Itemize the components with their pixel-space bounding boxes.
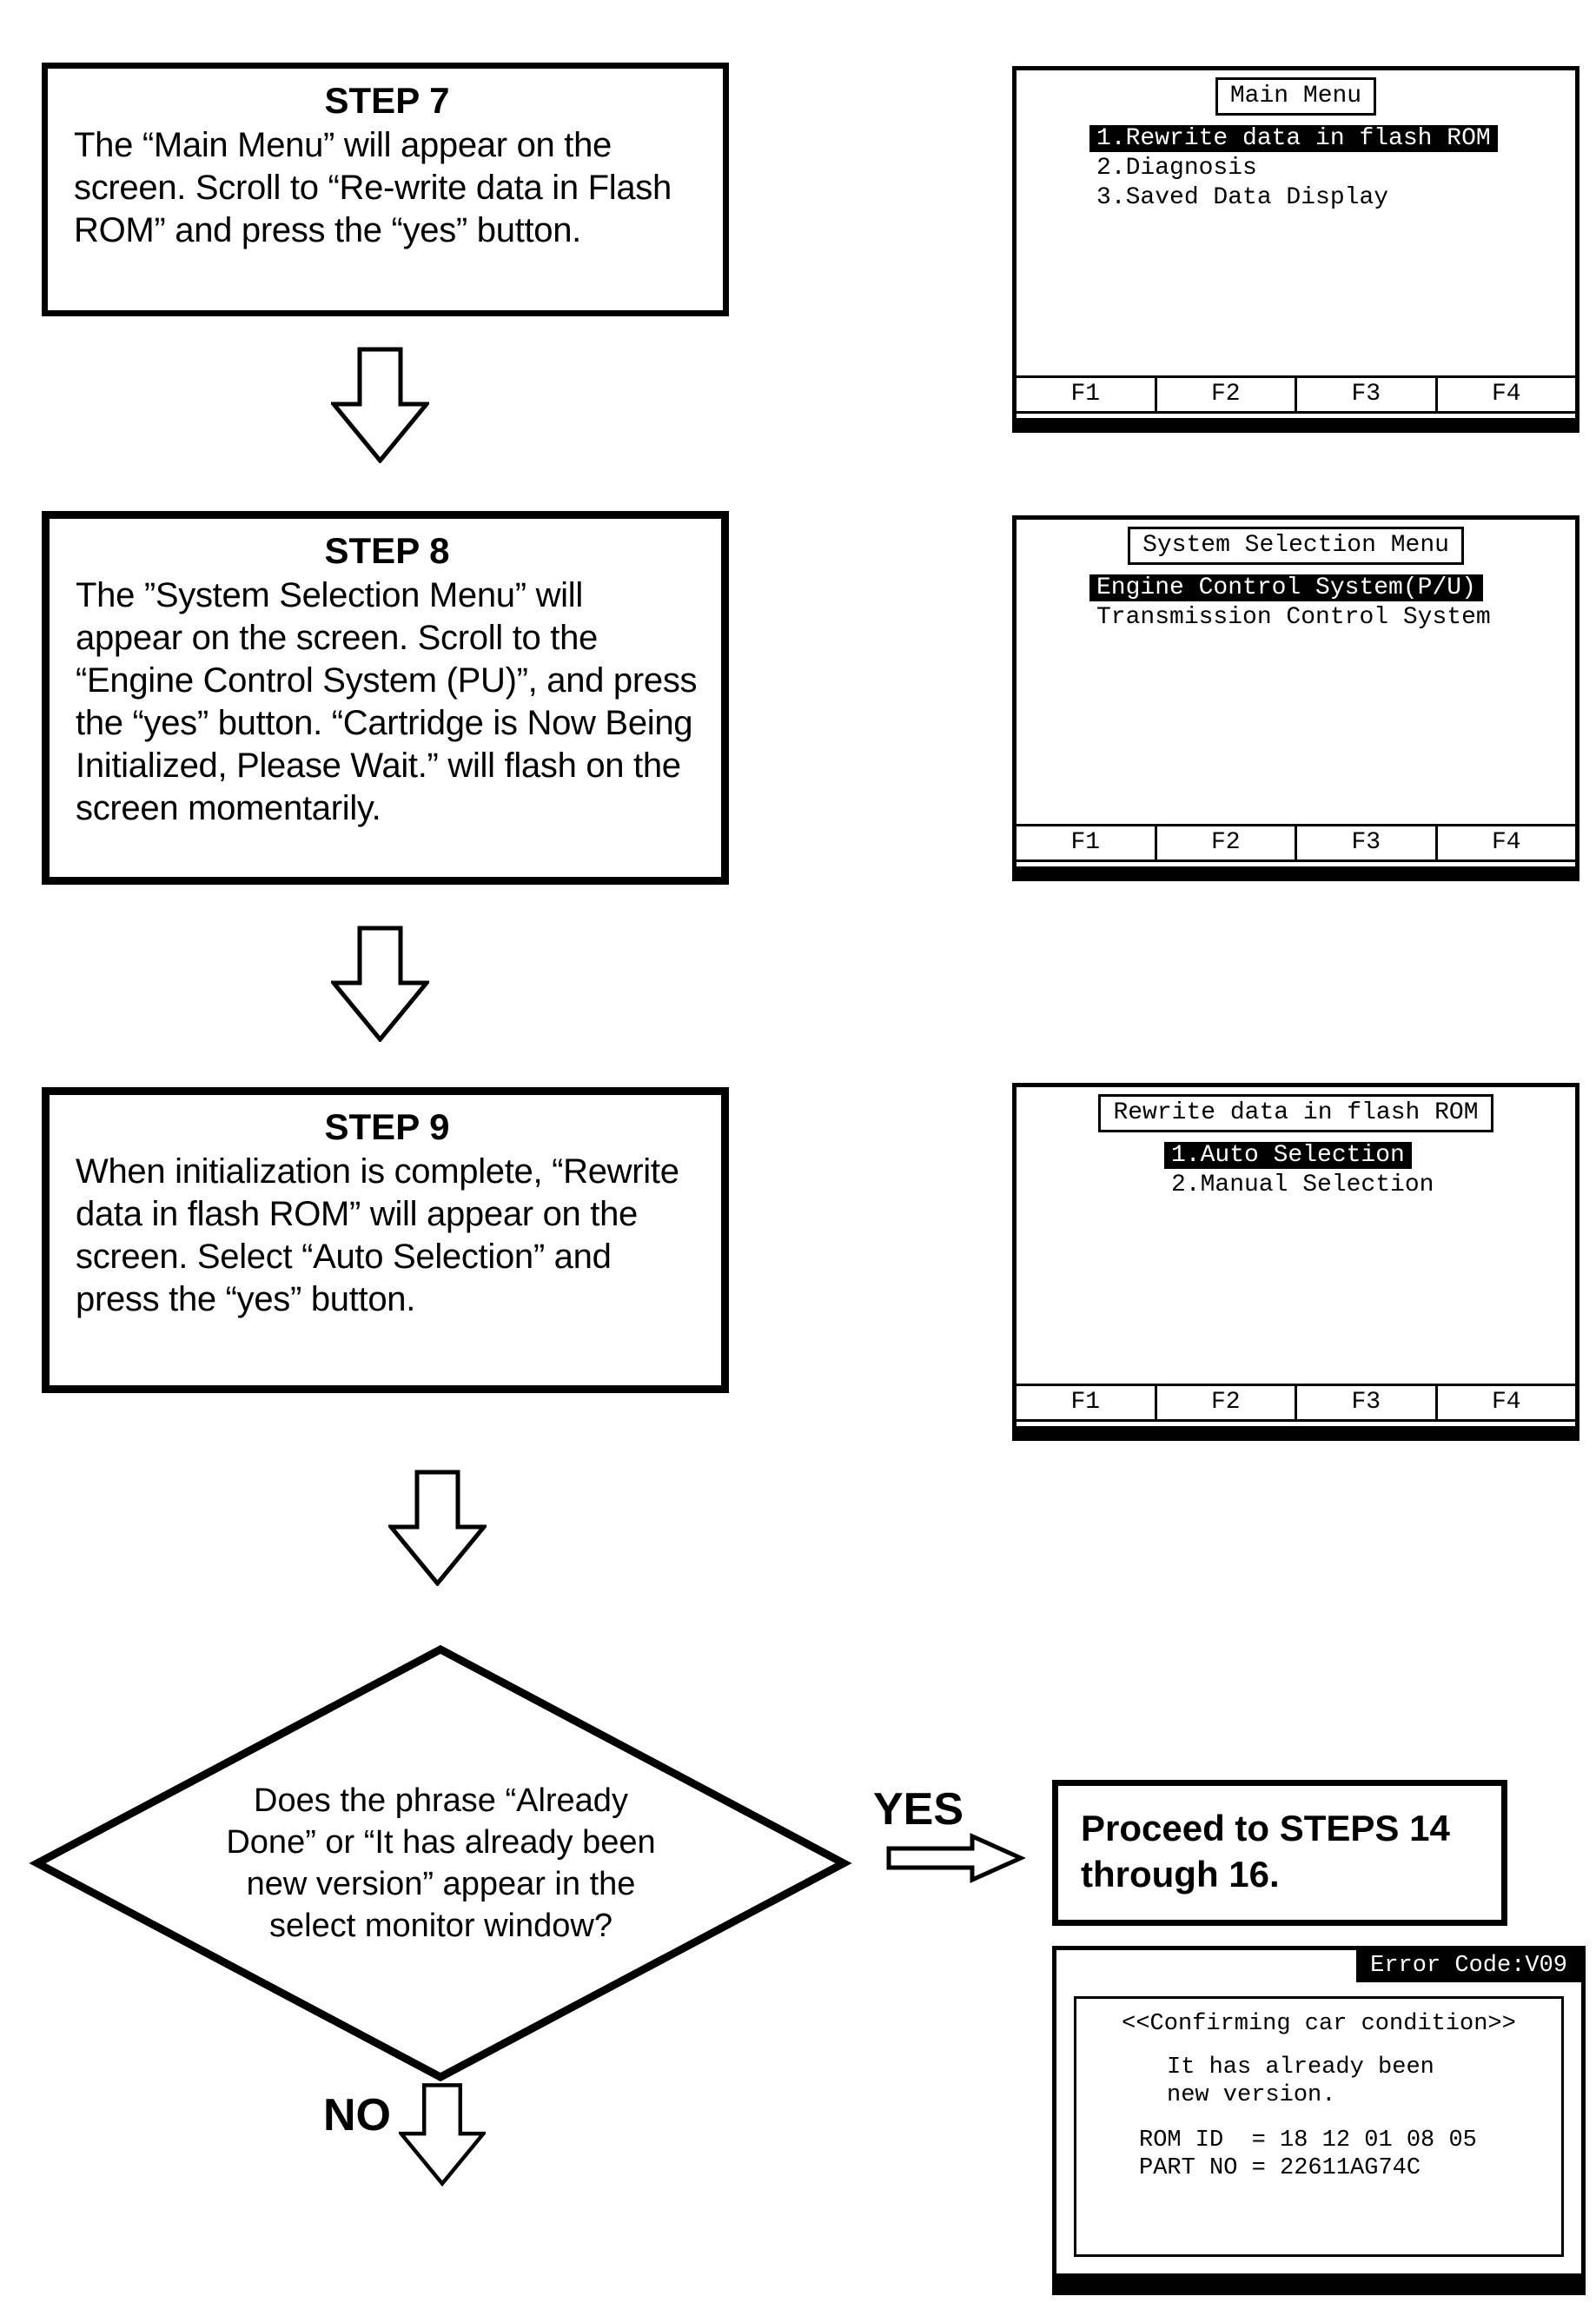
fkey-f4: F4 — [1491, 1389, 1521, 1416]
flow-arrow-down-3 — [388, 1470, 487, 1586]
error-bottom-bar — [1056, 2273, 1581, 2291]
menu-item-label-highlighted: Engine Control System(P/U) — [1089, 574, 1483, 601]
system-selection-screen-title: System Selection Menu — [1128, 527, 1464, 565]
no-label: NO — [323, 2090, 391, 2140]
menu-item — [1171, 1141, 1575, 1171]
decision-line: select monitor window? — [269, 1908, 613, 1944]
fkey-f4: F4 — [1491, 829, 1521, 856]
fkey-f3: F3 — [1297, 378, 1438, 411]
fkey-row — [1017, 375, 1575, 414]
rewrite-screen — [1012, 1083, 1579, 1441]
system-selection-screen — [1012, 515, 1579, 881]
yes-label: YES — [873, 1784, 964, 1835]
error-code-screen — [1052, 1946, 1586, 2295]
step9-text: When initialization is complete, “Rewrite data in flash ROM” will appear on the screen. Select “Auto Selection” and press the “yes” button. — [76, 1152, 679, 1318]
step8-box — [42, 511, 729, 885]
menu-item — [1171, 1171, 1575, 1200]
decision-text — [129, 1780, 754, 1947]
main-menu-screen — [1012, 66, 1579, 433]
system-selection-title-row — [1017, 527, 1575, 565]
flow-arrow-down-1 — [331, 347, 429, 463]
step7-box — [42, 63, 729, 316]
fkey-f1: F1 — [1017, 826, 1157, 859]
decision-line: Does the phrase “Already — [254, 1782, 628, 1819]
fkey-f4: F4 — [1491, 381, 1521, 408]
menu-item — [1096, 124, 1575, 154]
error-header — [1056, 1950, 1581, 1982]
step8-title: STEP 8 — [324, 530, 450, 571]
decision-line: Done” or “It has already been — [226, 1824, 656, 1861]
fkey-row — [1017, 1384, 1575, 1422]
menu-item — [1096, 603, 1575, 633]
proceed-box — [1052, 1780, 1507, 1926]
fkey-f2: F2 — [1157, 826, 1298, 859]
fkey-f3: F3 — [1297, 826, 1438, 859]
error-message-box — [1074, 1996, 1564, 2257]
error-body-line: It has already been — [1167, 2054, 1434, 2081]
rewrite-title-row — [1017, 1094, 1575, 1132]
rewrite-item-list — [1017, 1141, 1575, 1384]
menu-item-label: 2.Diagnosis — [1096, 155, 1257, 182]
screen-bottom-bar — [1017, 866, 1575, 877]
fkey-row — [1017, 824, 1575, 862]
step7-title: STEP 7 — [324, 80, 450, 121]
flow-arrow-down-2 — [331, 926, 429, 1042]
step9-box — [42, 1087, 729, 1393]
rewrite-screen-title: Rewrite data in flash ROM — [1098, 1094, 1493, 1132]
proceed-text: Proceed to STEPS 14 through 16. — [1081, 1808, 1450, 1895]
menu-item-label-highlighted: 1.Rewrite data in flash ROM — [1089, 125, 1498, 152]
menu-item-label-highlighted: 1.Auto Selection — [1164, 1142, 1412, 1169]
fkey-f1: F1 — [1017, 1386, 1157, 1419]
main-menu-title-row — [1017, 77, 1575, 116]
step9-title: STEP 9 — [324, 1106, 450, 1147]
part-no-line: PART NO = 22611AG74C — [1139, 2155, 1421, 2181]
fkey-f3: F3 — [1297, 1386, 1438, 1419]
screen-bottom-bar — [1017, 418, 1575, 428]
menu-item — [1096, 183, 1575, 213]
step8-text: The ”System Selection Menu” will appear on the screen. Scroll to the “Engine Control System (PU)”, and press the “yes” button. “Cartridge is Now Being Initialized, Please Wait.” will flash on the screen momentarily. — [76, 576, 698, 827]
yes-arrow-right — [886, 1832, 1025, 1884]
menu-item — [1096, 154, 1575, 183]
fkey-f2: F2 — [1157, 1386, 1298, 1419]
system-selection-item-list — [1017, 574, 1575, 824]
error-code-badge: Error Code:V09 — [1356, 1950, 1581, 1982]
menu-item-label: 2.Manual Selection — [1171, 1171, 1434, 1198]
menu-item-label: Transmission Control System — [1096, 604, 1491, 631]
main-menu-screen-title: Main Menu — [1215, 77, 1376, 116]
menu-item — [1096, 574, 1575, 603]
step7-text: The “Main Menu” will appear on the screen. Scroll to “Re-write data in Flash ROM” and press the “yes” button. — [74, 126, 672, 249]
decision-line: new version” appear in the — [246, 1866, 636, 1902]
rom-id-line: ROM ID = 18 12 01 08 05 — [1139, 2127, 1477, 2154]
decision-diamond — [26, 1639, 856, 2087]
fkey-f1: F1 — [1017, 378, 1157, 411]
error-heading: <<Confirming car condition>> — [1122, 2011, 1516, 2037]
screen-bottom-bar — [1017, 1426, 1575, 1437]
error-body-line: new version. — [1167, 2082, 1336, 2108]
fkey-f2: F2 — [1157, 378, 1298, 411]
main-menu-item-list — [1017, 124, 1575, 375]
no-arrow-down — [399, 2076, 486, 2193]
menu-item-label: 3.Saved Data Display — [1096, 184, 1389, 211]
